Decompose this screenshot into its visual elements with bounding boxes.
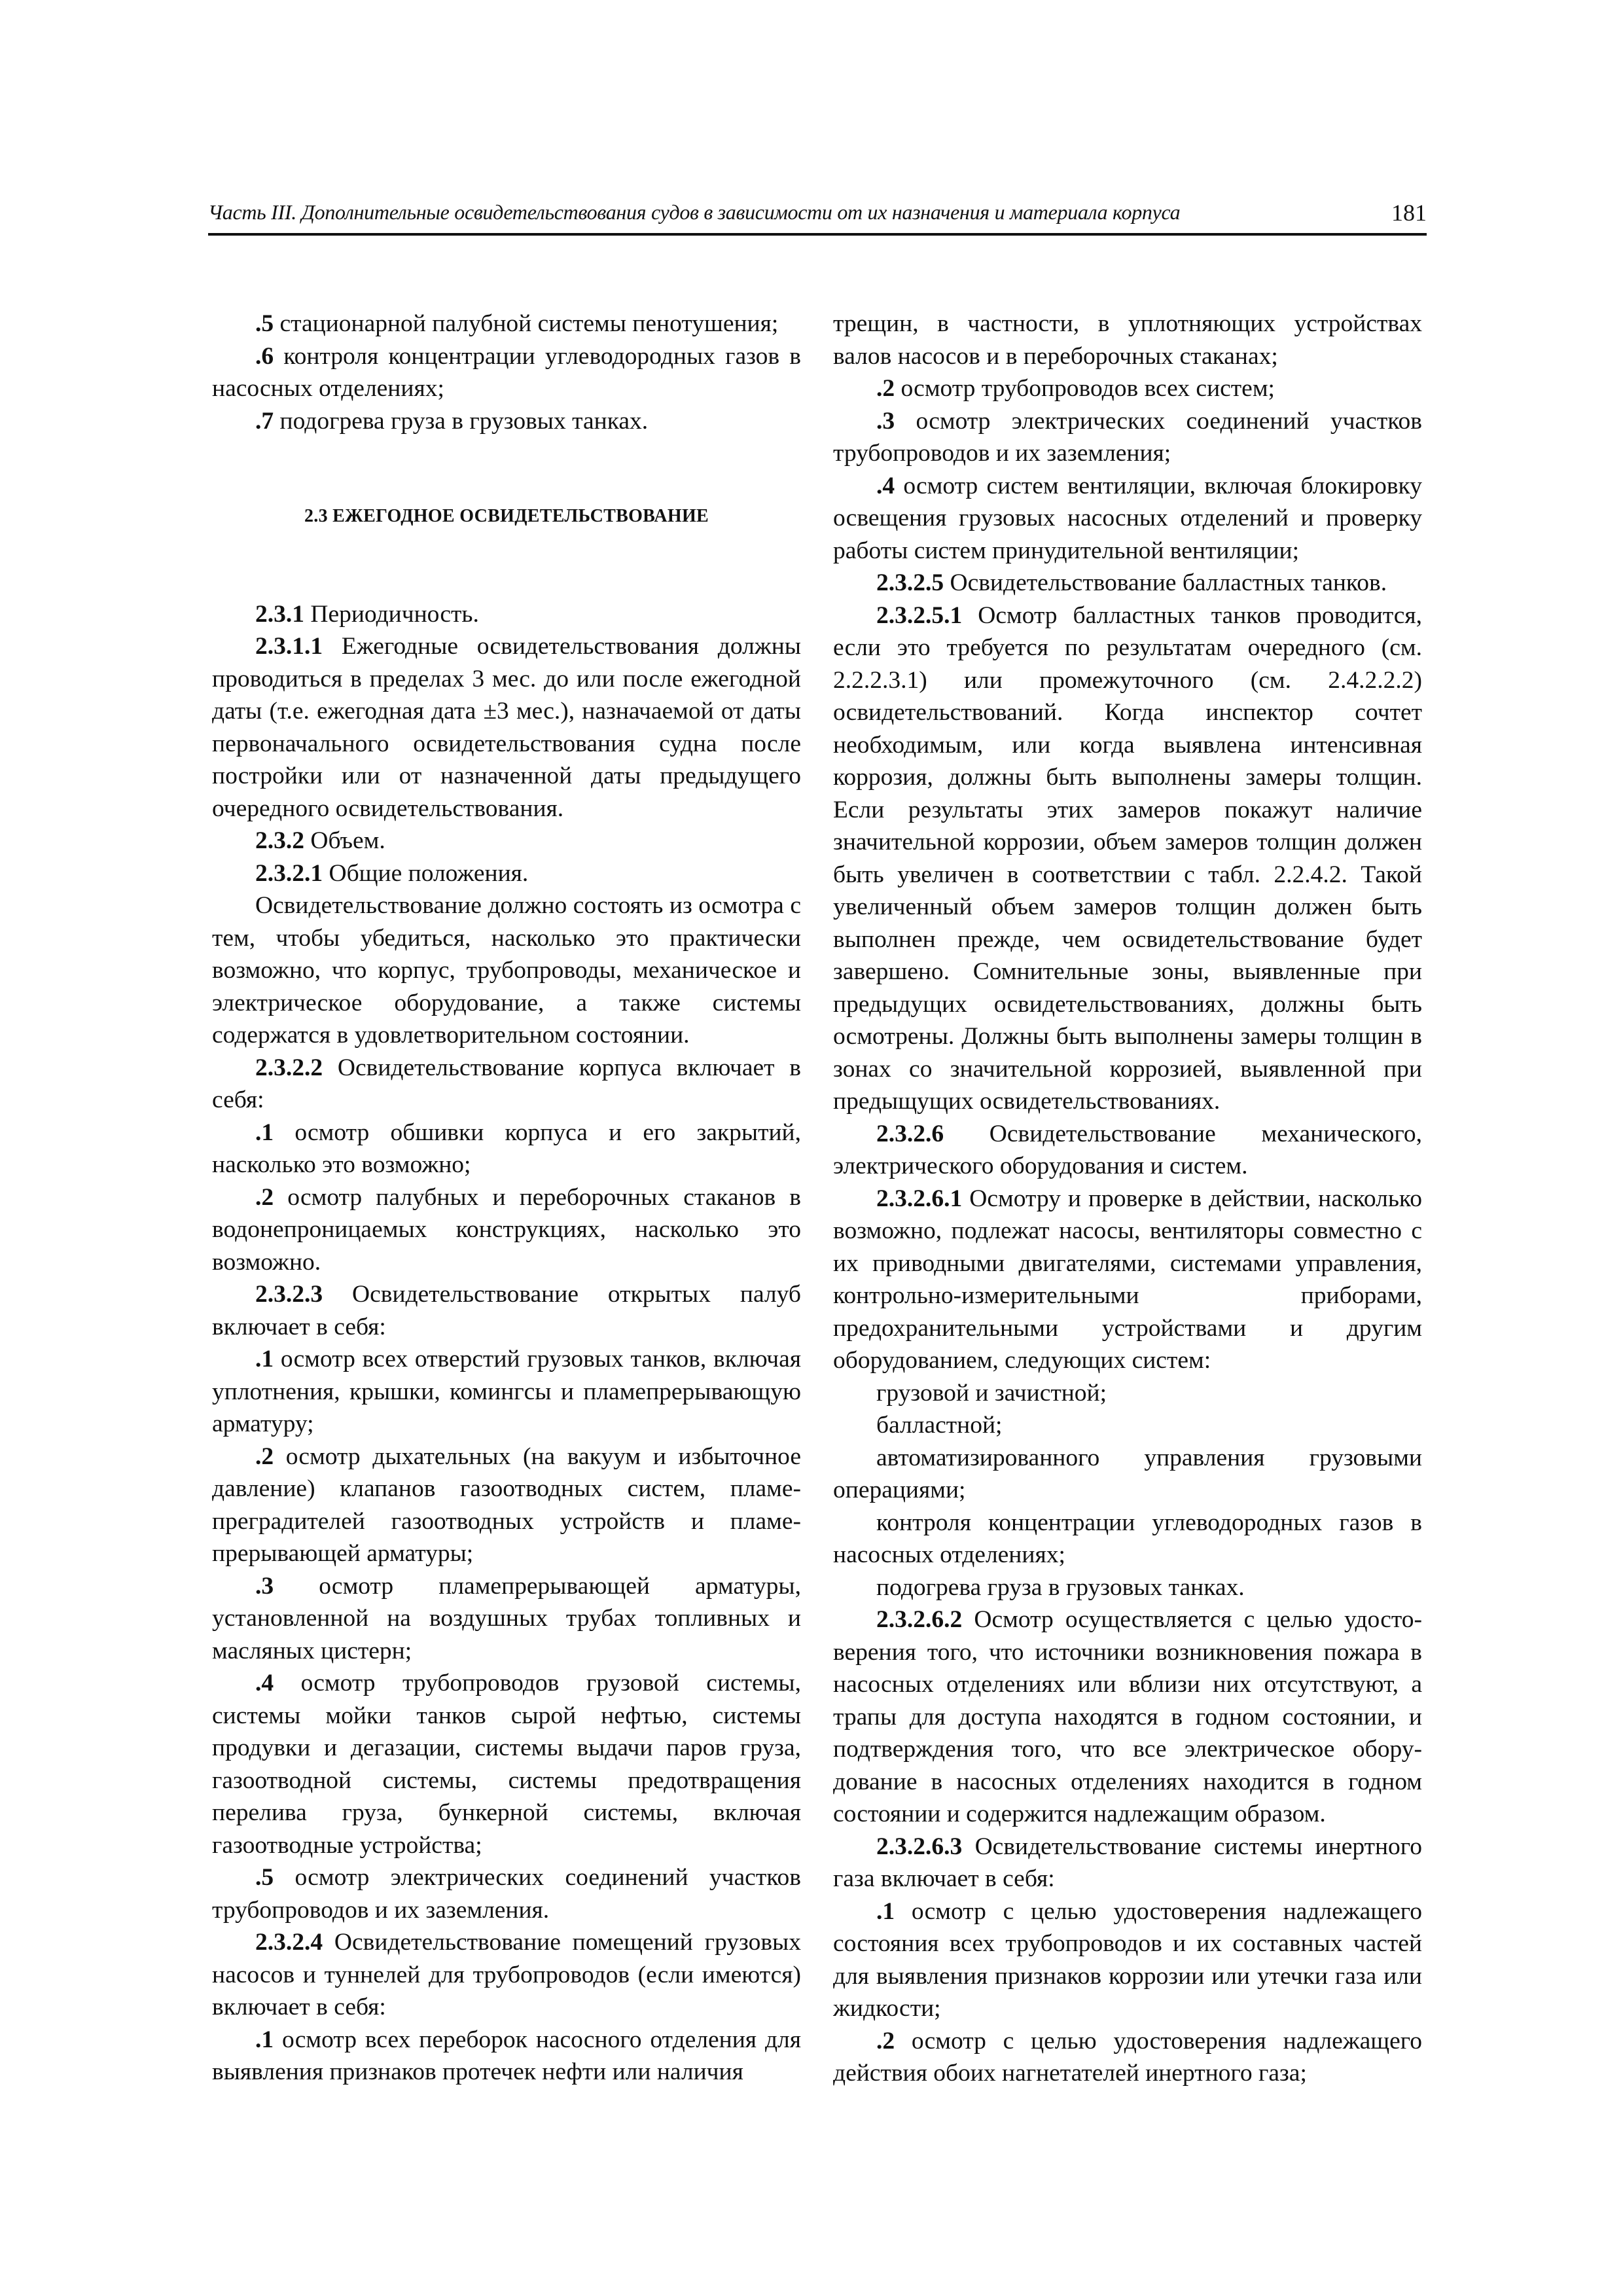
paragraph-text: Освидетельствование балластных танков. — [944, 569, 1387, 596]
clause-number: 2.3.2.6.3 — [876, 1833, 963, 1860]
paragraph — [833, 1895, 1422, 2025]
paragraph — [212, 857, 801, 890]
paragraph-text: осмотр дыхательных (на вакуум и избыточное давление) клапанов газоотводных систем, пламепреградителей газоотводных устройств и пламепрерывающей арматуры; — [212, 1443, 801, 1567]
paragraph — [833, 1604, 1422, 1831]
clause-number: .4 — [255, 1670, 274, 1696]
page-number: 181 — [1391, 200, 1427, 226]
paragraph — [212, 1861, 801, 1926]
clause-number: .7 — [255, 407, 274, 435]
clause-number: .5 — [255, 310, 274, 337]
clause-number: .2 — [876, 2027, 895, 2054]
paragraph-text: Объем. — [304, 827, 385, 854]
paragraph — [212, 825, 801, 857]
paragraph-text: Ежегодные освидетельствования должны проводиться в пределах 3 мес. до или после ежегодной даты (т.е. ежегодная дата ±3 мес.), назначаемой от даты первоначального освидетельствования судна после постройки или от назначенной даты предыдущего очередного освидетельствования. — [212, 633, 801, 822]
paragraph-text: Освидетельствование открытых палуб включает в себя: — [212, 1281, 801, 1340]
paragraph — [833, 1507, 1422, 1571]
paragraph — [212, 1570, 801, 1668]
paragraph-text: Освидетельствование должно состоять из осмотра с тем, чтобы убедиться, насколько это практически возможно, что корпус, трубопроводы, механическое и электрическое оборудование, а также системы содержатся в удовлетворительном состоянии. — [212, 892, 801, 1049]
paragraph — [212, 308, 801, 340]
paragraph-text: подогрева груза в грузовых танках. — [876, 1573, 1245, 1601]
paragraph-text: Освидетельствование системы инертного газа включает в себя: — [833, 1833, 1422, 1892]
paragraph-text: Осмотр балластных танков проводится, если это требуется по результатам очередного (см. 2.2.2.3.1) или промежуточного (см. 2.4.2.2.2) освидетельствований. Когда инспектор сочтет необходимым, или когда выявлена интенсивная коррозия, должны быть выполнены замеры толщин. Если результаты этих замеров покажут наличие значительной коррозии, объем замеров толщин должен быть увеличен в соответствии с табл. 2.2.4.2. Такой увеличенный объем замеров толщин должен быть выполнен прежде, чем освидетельствование будет завершено. Сомнительные зоны, выявленные при предыдущих освидетельствованиях, должны быть осмотрены. Должны быть выполнены замеры толщин в зонах со значительной коррозией, выявленной при предыщущих освидетельствованиях. — [833, 601, 1422, 1115]
paragraph — [833, 1442, 1422, 1507]
left-column — [212, 308, 801, 2089]
paragraph — [212, 1181, 801, 1279]
right-column — [833, 308, 1422, 2090]
clause-number: 2.3.2.6.1 — [876, 1185, 963, 1212]
paragraph-text: Освидетельствование корпуса включает в себя: — [212, 1054, 801, 1113]
paragraph — [212, 405, 801, 438]
clause-number: 2.3.2 — [255, 827, 304, 854]
clause-number: .6 — [255, 342, 274, 370]
paragraph-text: осмотр электрических соединений участков трубопроводов и их заземления; — [833, 407, 1422, 467]
paragraph-text: осмотр систем вентиляции, включая блокировку освещения грузовых насосных отделений и проверку работы систем принудительной вентиляции; — [833, 472, 1422, 564]
paragraph-text: осмотр обшивки корпуса и его закрытий, насколько это возможно; — [212, 1119, 801, 1178]
paragraph-text: осмотр пламепрерывающей арматуры, установленной на воздушных трубах топливных и масляных цистерн; — [212, 1572, 801, 1664]
clause-number: .2 — [255, 1443, 274, 1470]
paragraph-text: контроля концентрации углеводородных газов в насосных отделениях; — [212, 342, 801, 402]
clause-number: .1 — [876, 1897, 895, 1925]
paragraph-text: осмотр с целью удостоверения надлежащего состояния всех трубопроводов и их составных частей для выявления признаков коррозии или утечки газа или жидкости; — [833, 1897, 1422, 2022]
paragraph-text: осмотр всех переборок насосного отделения для выявления признаков протечек нефти или наличия — [212, 2026, 801, 2085]
clause-number: 2.3.2.5 — [876, 569, 944, 596]
paragraph — [833, 470, 1422, 567]
paragraph — [833, 1831, 1422, 1895]
paragraph — [833, 600, 1422, 1118]
clause-number: .3 — [255, 1572, 274, 1600]
paragraph — [833, 372, 1422, 405]
paragraph — [212, 1926, 801, 2024]
clause-number: .2 — [876, 375, 895, 402]
clause-number: .1 — [255, 1346, 274, 1372]
section-heading: 2.3 ЕЖЕГОДНОЕ ОСВИДЕТЕЛЬСТВОВАНИЕ — [304, 506, 709, 526]
running-header — [208, 196, 1427, 236]
paragraph — [212, 1117, 801, 1181]
paragraph — [212, 1441, 801, 1570]
clause-number: 2.3.2.2 — [255, 1054, 323, 1081]
clause-number: 2.3.2.3 — [255, 1281, 323, 1308]
paragraph — [833, 1571, 1422, 1604]
paragraph-text: Общие положения. — [323, 859, 529, 887]
clause-number: 2.3.1.1 — [255, 633, 323, 660]
paragraph — [212, 1343, 801, 1441]
clause-number: 2.3.2.1 — [255, 859, 323, 887]
header-rule — [208, 233, 1427, 236]
paragraph-text: Освидетельствование помещений грузовых насосов и туннелей для трубопроводов (если имеются) включает в себя: — [212, 1929, 801, 2020]
clause-number: 2.3.2.4 — [255, 1929, 323, 1956]
paragraph-text: осмотр трубопроводов всех систем; — [895, 375, 1275, 402]
paragraph — [212, 1278, 801, 1343]
paragraph-text: осмотр трубопроводов грузовой системы, системы мойки танков сырой нефтью, системы продувки и дегазации, системы выдачи паров груза, газоотводной системы, системы предотвращения перелива груза, бункерной системы, включая газоотводные устройства; — [212, 1670, 801, 1859]
paragraph-text: подогрева груза в грузовых танках. — [274, 407, 649, 435]
paragraph — [212, 889, 801, 1052]
paragraph — [833, 405, 1422, 470]
clause-number: .2 — [255, 1183, 274, 1211]
paragraph — [212, 1667, 801, 1861]
paragraph-text: контроля концентрации углеводородных газов в насосных отделениях; — [833, 1509, 1422, 1568]
paragraph — [212, 1052, 801, 1117]
clause-number: 2.3.2.6.2 — [876, 1606, 963, 1633]
paragraph — [212, 598, 801, 631]
paragraph-text: осмотр всех отверстий грузовых танков, включая уплотнения, крышки, комингсы и пламепрерывающую арматуру; — [212, 1346, 801, 1437]
paragraph-text: Периодичность. — [304, 600, 479, 628]
paragraph-text: Осмотру и проверке в действии, насколько возможно, подлежат насосы, вентиляторы совместно с их приводными двигателями, системами управления, контрольно-измерительными приборами, предохранительными устройствами и другим оборудованием, следующих систем: — [833, 1185, 1422, 1374]
clause-number: .4 — [876, 472, 895, 499]
clause-number: .5 — [255, 1864, 274, 1891]
paragraph-text: автоматизированного управления грузовыми операциями; — [833, 1444, 1422, 1503]
paragraph-text: Осмотр осуществляется с целью удостоверения того, что источники возникновения пожара в насосных отделениях или вблизи них отсутствуют, а трапы для доступа находятся в годном состоянии, и подтверждения того, что все электрическое оборудование в насосных отделениях находится в годном состоянии и содержится надлежащим образом. — [833, 1606, 1422, 1827]
paragraph-text: трещин, в частности, в уплотняющих устройствах валов насосов и в переборочных стаканах; — [833, 310, 1422, 370]
running-title: Часть III. Дополнительные освидетельствования судов в зависимости от их назначения и материала корпуса — [208, 200, 1181, 224]
paragraph — [833, 567, 1422, 600]
clause-number: 2.3.2.6 — [876, 1120, 944, 1147]
clause-number: 2.3.2.5.1 — [876, 601, 963, 629]
clause-number: .3 — [876, 407, 895, 435]
paragraph-text: грузовой и зачистной; — [876, 1379, 1107, 1407]
paragraph-text: осмотр палубных и переборочных стаканов в водонепроницаемых конструкциях, насколько это возможно. — [212, 1183, 801, 1276]
paragraph-text: осмотр электрических соединений участков трубопроводов и их заземления. — [212, 1864, 801, 1924]
paragraph-text: осмотр с целью удостоверения надлежащего действия обоих нагнетателей инертного газа; — [833, 2027, 1422, 2087]
paragraph — [212, 340, 801, 405]
paragraph — [833, 1183, 1422, 1377]
paragraph — [833, 1377, 1422, 1410]
paragraph-text: балластной; — [876, 1412, 1003, 1439]
clause-number: .1 — [255, 2026, 274, 2053]
paragraph-text: стационарной палубной системы пенотушения; — [274, 310, 779, 337]
paragraph — [833, 1409, 1422, 1442]
paragraph — [212, 630, 801, 825]
paragraph — [833, 308, 1422, 372]
paragraph-text: Освидетельствование механического, электрического оборудования и систем. — [833, 1120, 1422, 1179]
paragraph — [212, 2024, 801, 2089]
paragraph — [833, 2025, 1422, 2090]
paragraph — [833, 1118, 1422, 1183]
clause-number: .1 — [255, 1119, 274, 1146]
clause-number: 2.3.1 — [255, 600, 304, 628]
